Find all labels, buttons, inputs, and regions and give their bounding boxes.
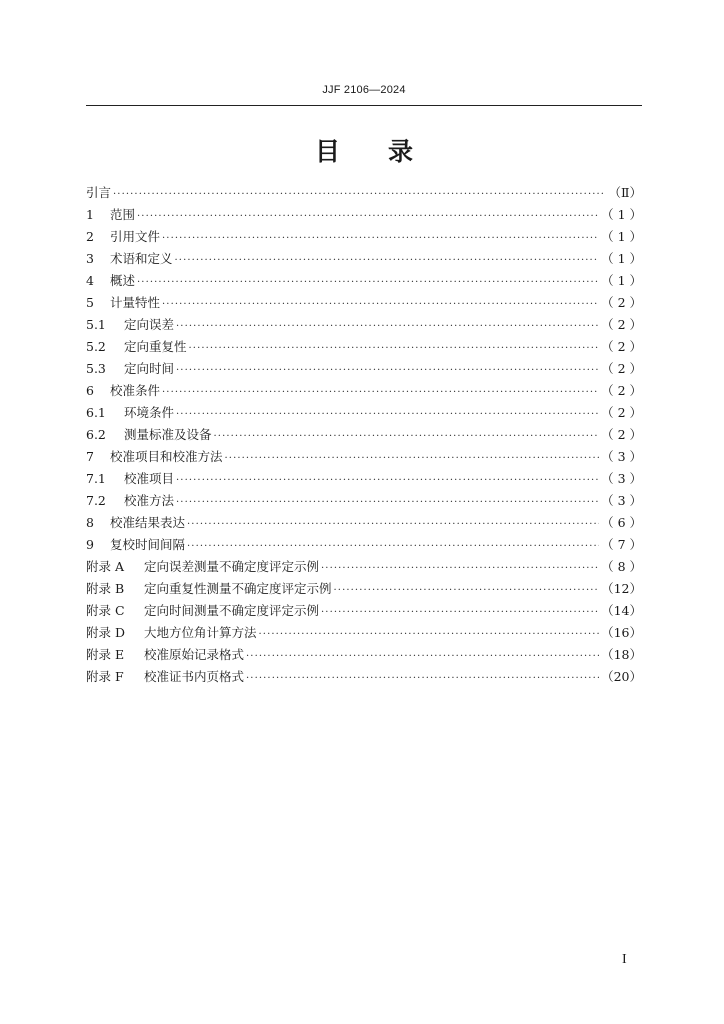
toc-entry-page: （18）: [601, 647, 642, 662]
toc-entry[interactable]: [86, 270, 642, 292]
toc-entry-title: 引用文件: [110, 229, 161, 244]
toc-leader-dots: [214, 426, 600, 448]
toc-entry-page: （ 8 ）: [601, 559, 642, 574]
toc-leader-dots: [176, 492, 599, 514]
toc-entry[interactable]: [86, 578, 642, 600]
toc-leader-dots: [246, 668, 599, 690]
toc-entry-page: （ 7 ）: [601, 537, 642, 552]
header-divider: [86, 105, 642, 106]
toc-entry-number: 4: [86, 273, 94, 288]
toc-entry-page: （ 2 ）: [601, 361, 642, 376]
toc-leader-dots: [162, 294, 599, 316]
toc-entry-number: 9: [86, 537, 94, 552]
toc-leader-dots: [176, 470, 599, 492]
toc-entry[interactable]: [86, 468, 642, 490]
title-char-2: 录: [388, 137, 414, 166]
toc-leader-dots: [246, 646, 599, 668]
toc-entry-number: 5.1: [86, 317, 106, 332]
toc-entry-page: （ 3 ）: [601, 449, 642, 464]
toc-entry[interactable]: [86, 622, 642, 644]
toc-entry-number: 6.1: [86, 405, 106, 420]
toc-entry-page: （ 2 ）: [601, 317, 642, 332]
toc-entry-title: 术语和定义: [110, 251, 173, 266]
toc-entry[interactable]: [86, 512, 642, 534]
toc-leader-dots: [187, 536, 599, 558]
toc-entry[interactable]: [86, 600, 642, 622]
toc-leader-dots: [113, 184, 606, 206]
toc-leader-dots: [175, 250, 600, 272]
toc-entry-title: 定向重复性: [124, 339, 187, 354]
toc-entry[interactable]: [86, 204, 642, 226]
toc-entry[interactable]: [86, 380, 642, 402]
toc-entry[interactable]: [86, 424, 642, 446]
toc-entry[interactable]: [86, 292, 642, 314]
toc-entry-title: 计量特性: [110, 295, 161, 310]
toc-leader-dots: [187, 514, 599, 536]
toc-entry-title: 校准项目和校准方法: [110, 449, 223, 464]
toc-entry-title: 引言: [86, 185, 112, 200]
toc-entry-page: （12）: [601, 581, 642, 596]
toc-entry-page: （ 2 ）: [601, 405, 642, 420]
toc-entry-page: （ 2 ）: [601, 383, 642, 398]
toc-entry-title: 校准原始记录格式: [144, 647, 245, 662]
toc-entry[interactable]: [86, 490, 642, 512]
toc-entry[interactable]: [86, 556, 642, 578]
toc-entry-page: （16）: [601, 625, 642, 640]
toc-entry-title: 定向重复性测量不确定度评定示例: [144, 581, 332, 596]
toc-entry[interactable]: [86, 534, 642, 556]
toc-entry-title: 范围: [110, 207, 136, 222]
toc-entry-number: 附录 F: [86, 669, 124, 684]
toc-leader-dots: [189, 338, 600, 360]
toc-entry-page: （ 1 ）: [601, 273, 642, 288]
toc-leader-dots: [225, 448, 600, 470]
toc-entry[interactable]: [86, 182, 642, 204]
toc-entry-title: 概述: [110, 273, 136, 288]
toc-entry[interactable]: [86, 226, 642, 248]
toc-leader-dots: [176, 360, 599, 382]
toc-entry-number: 2: [86, 229, 94, 244]
toc-entry-title: 定向误差: [124, 317, 175, 332]
toc-entry[interactable]: [86, 644, 642, 666]
toc-leader-dots: [162, 382, 599, 404]
toc-entry-number: 附录 D: [86, 625, 125, 640]
toc-entry-page: （ 2 ）: [601, 339, 642, 354]
toc-entry-page: （ 1 ）: [601, 229, 642, 244]
toc-leader-dots: [259, 624, 600, 646]
toc-entry-number: 7: [86, 449, 94, 464]
toc-entry-number: 7.2: [86, 493, 106, 508]
toc-entry-page: （ 1 ）: [601, 207, 642, 222]
toc-entry-page: （ 2 ）: [601, 427, 642, 442]
toc-entry[interactable]: [86, 248, 642, 270]
toc-entry-title: 定向误差测量不确定度评定示例: [144, 559, 320, 574]
toc-entry-page: （ 1 ）: [601, 251, 642, 266]
toc-entry-number: 附录 E: [86, 647, 125, 662]
toc-entry-number: 附录 C: [86, 603, 125, 618]
toc-entry-page: （20）: [601, 669, 642, 684]
toc-entry-title: 校准条件: [110, 383, 161, 398]
toc-leader-dots: [321, 558, 599, 580]
toc-entry-page: （ 3 ）: [601, 471, 642, 486]
toc-entry[interactable]: [86, 446, 642, 468]
toc-entry-title: 复校时间间隔: [110, 537, 186, 552]
toc-entry-title: 环境条件: [124, 405, 175, 420]
toc-leader-dots: [176, 316, 599, 338]
toc-leader-dots: [162, 228, 599, 250]
page-number: I: [622, 952, 627, 967]
document-code-header: JJF 2106—2024: [322, 84, 406, 96]
toc-leader-dots: [334, 580, 600, 602]
toc-leader-dots: [176, 404, 599, 426]
toc-entry-number: 6: [86, 383, 94, 398]
toc-entry-number: 5.3: [86, 361, 106, 376]
toc-entry-title: 校准证书内页格式: [144, 669, 245, 684]
toc-leader-dots: [321, 602, 599, 624]
toc-entry-number: 6.2: [86, 427, 106, 442]
toc-entry[interactable]: [86, 402, 642, 424]
toc-entry-number: 附录 B: [86, 581, 125, 596]
toc-entry-number: 3: [86, 251, 94, 266]
page-title: [86, 132, 642, 168]
toc-entry[interactable]: [86, 666, 642, 688]
toc-entry-title: 定向时间测量不确定度评定示例: [144, 603, 320, 618]
toc-entry-number: 8: [86, 515, 94, 530]
toc-entry-page: （ 3 ）: [601, 493, 642, 508]
toc-entry-page: （Ⅱ）: [608, 185, 642, 200]
toc-entry-number: 7.1: [86, 471, 106, 486]
toc-entry-number: 5: [86, 295, 94, 310]
toc-entry-page: （ 6 ）: [601, 515, 642, 530]
toc-entry-number: 1: [86, 207, 94, 222]
toc-entry-page: （14）: [601, 603, 642, 618]
toc-entry-title: 校准结果表达: [110, 515, 186, 530]
toc-leader-dots: [137, 206, 599, 228]
toc-entry-title: 测量标准及设备: [124, 427, 212, 442]
toc-entry-title: 大地方位角计算方法: [144, 625, 257, 640]
toc-entry[interactable]: [86, 336, 642, 358]
toc-entry-title: 定向时间: [124, 361, 175, 376]
toc-entry-title: 校准方法: [124, 493, 175, 508]
toc-leader-dots: [137, 272, 599, 294]
toc-entry[interactable]: [86, 358, 642, 380]
toc-entry-number: 附录 A: [86, 559, 125, 574]
toc-entry-number: 5.2: [86, 339, 106, 354]
table-of-contents: [86, 182, 642, 688]
toc-entry[interactable]: [86, 314, 642, 336]
title-char-1: 目: [314, 137, 340, 166]
toc-entry-title: 校准项目: [124, 471, 175, 486]
toc-entry-page: （ 2 ）: [601, 295, 642, 310]
